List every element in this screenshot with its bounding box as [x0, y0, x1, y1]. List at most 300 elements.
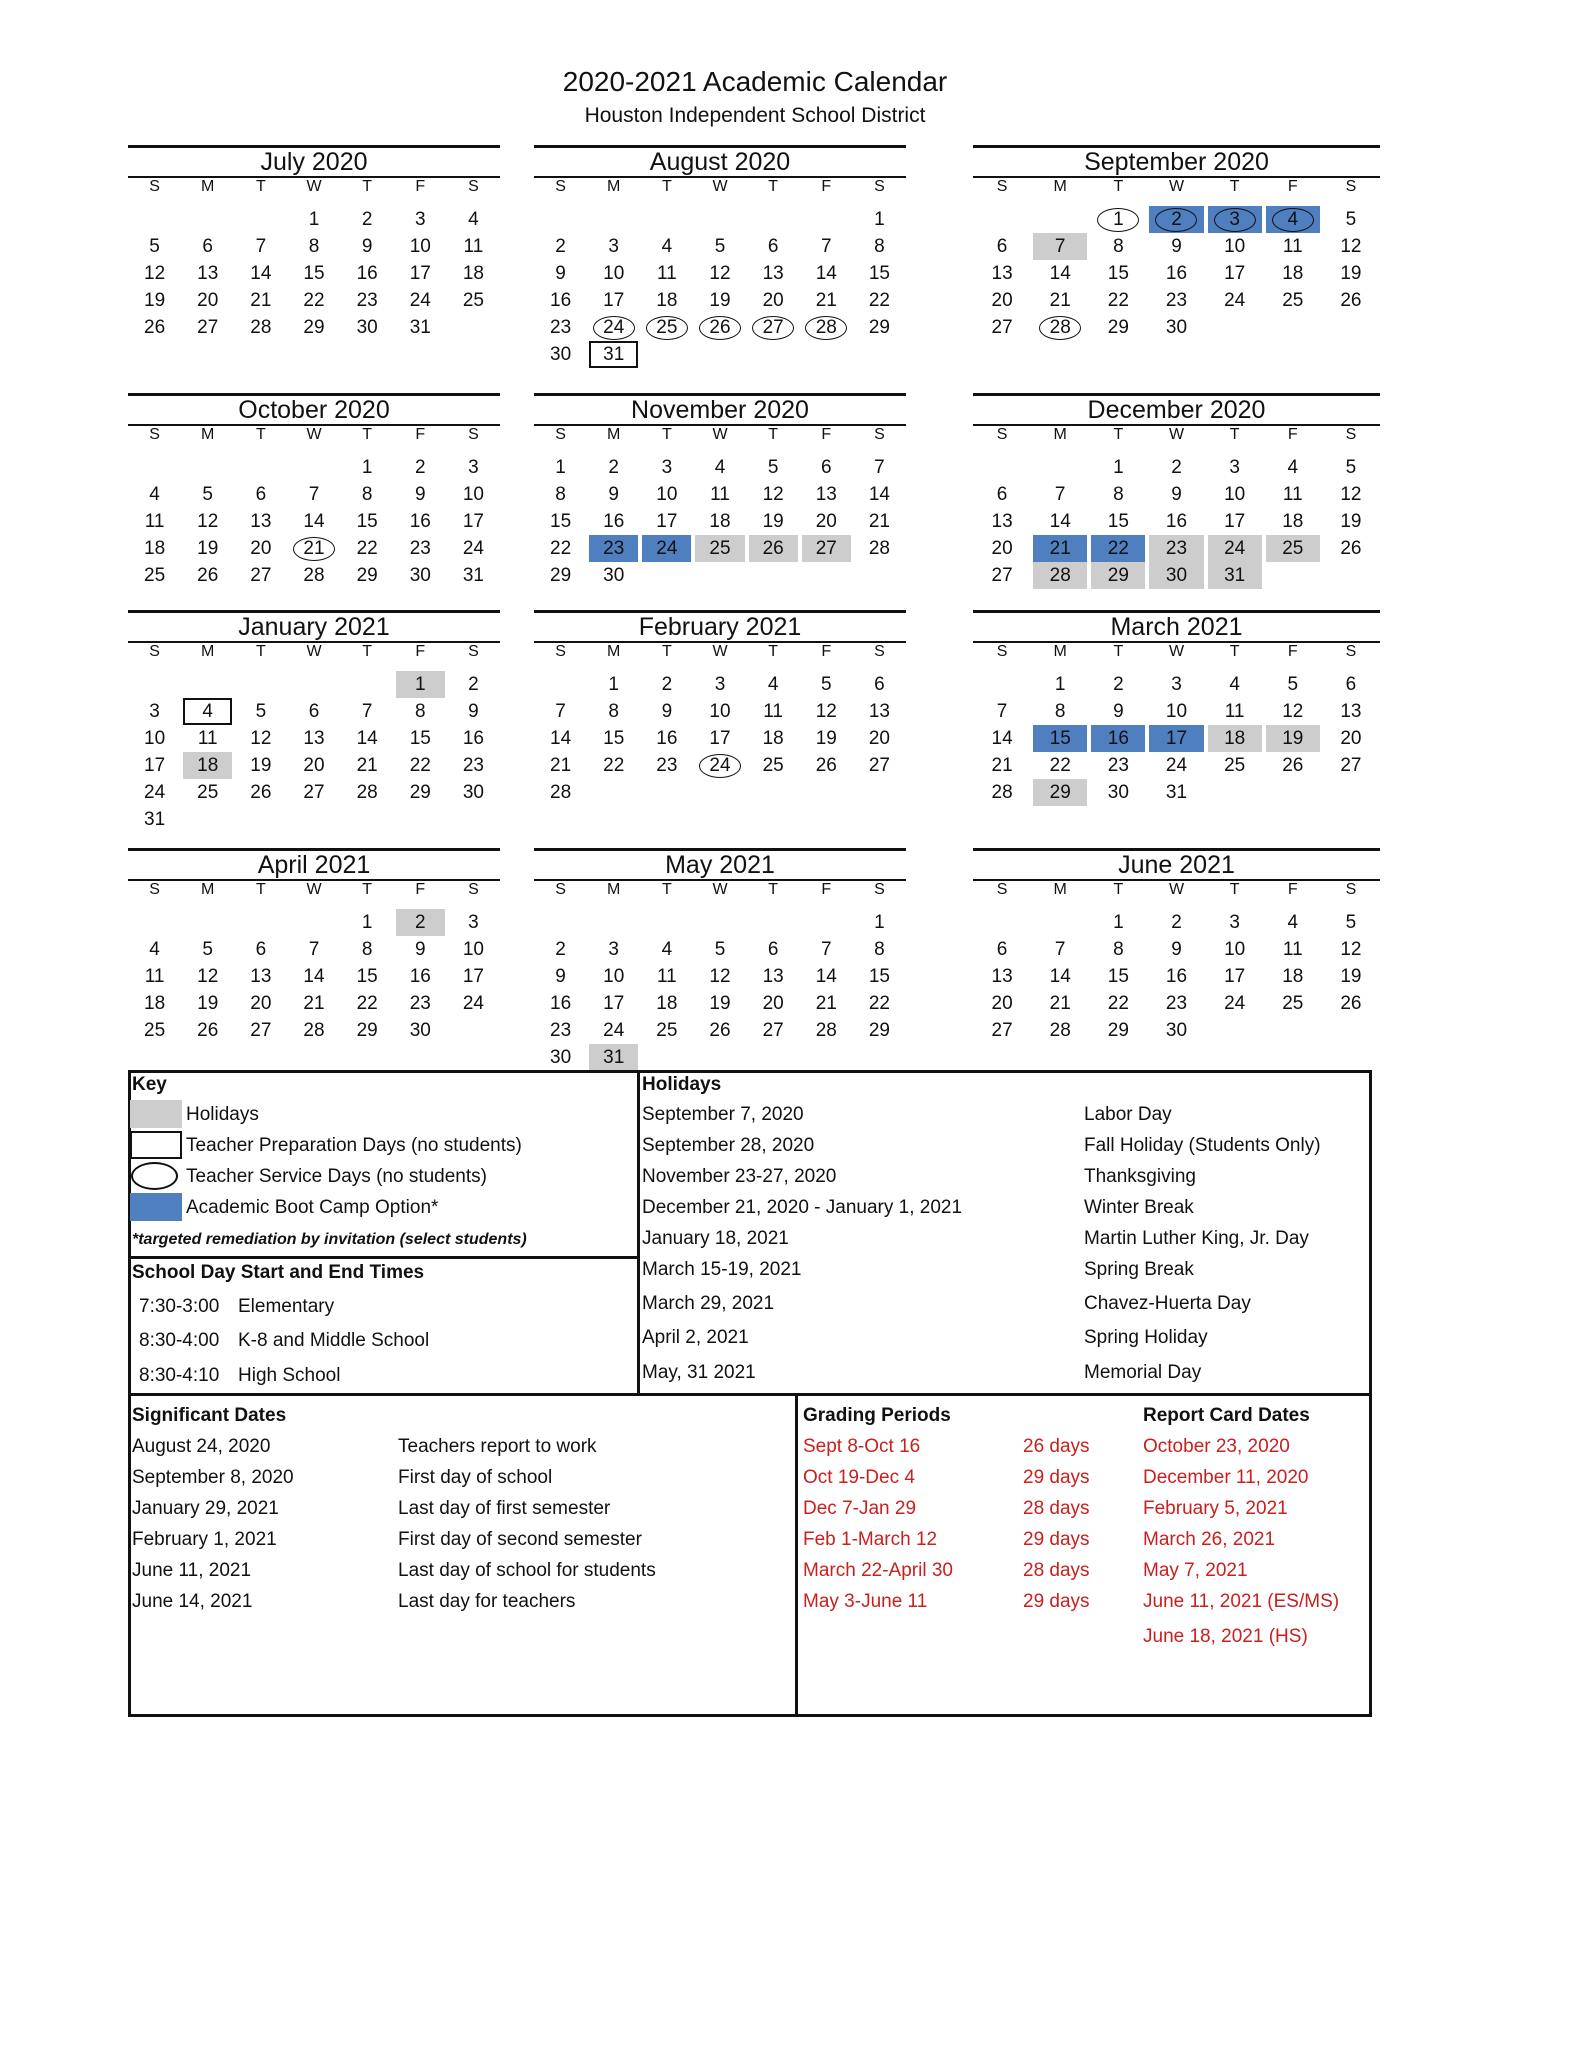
calendar-day: 23: [356, 290, 378, 311]
calendar-day: 25: [1282, 993, 1304, 1014]
grading-days: 28 days: [1023, 1498, 1090, 1519]
day-of-week-header: T: [1113, 643, 1124, 660]
empty-cell: [589, 909, 638, 936]
day-of-week-header: M: [201, 643, 215, 660]
calendar-day: 10: [1224, 236, 1246, 257]
day-of-week-header: T: [1113, 881, 1124, 898]
calendar-day: 8: [308, 236, 320, 257]
calendar-day: 18: [656, 993, 678, 1014]
calendar-day: 16: [603, 511, 625, 532]
calendar-day: 10: [603, 966, 625, 987]
calendar-day: 11: [1282, 236, 1303, 257]
significant-event: Teachers report to work: [398, 1436, 597, 1457]
holiday-date: March 29, 2021: [642, 1293, 775, 1314]
grading-days: 29 days: [1023, 1529, 1090, 1550]
empty-cell: [536, 909, 585, 936]
calendar-day: 22: [868, 993, 890, 1014]
empty-cell: [695, 909, 744, 936]
calendar-day: 19: [1266, 725, 1320, 752]
calendar-day: 8: [1113, 236, 1124, 257]
calendar-day: 2: [661, 674, 673, 695]
holiday-date: January 18, 2021: [642, 1228, 789, 1249]
empty-cell: [975, 909, 1029, 936]
holiday-name: Martin Luther King, Jr. Day: [1084, 1228, 1309, 1249]
day-of-week-header: S: [874, 426, 885, 443]
day-of-week-header: S: [149, 881, 160, 898]
calendar-day: 11: [144, 511, 165, 532]
calendar-day: 4: [1287, 912, 1299, 933]
key-prep: Teacher Preparation Days (no students): [186, 1135, 522, 1156]
calendar-day: 30: [409, 565, 431, 586]
empty-cell: [183, 909, 232, 936]
calendar-day: 31: [1165, 782, 1188, 803]
empty-cell: [589, 206, 638, 233]
calendar-day: 7: [308, 484, 320, 505]
calendar-day: 24: [589, 314, 638, 341]
calendar-day: 30: [550, 1047, 572, 1068]
calendar-day: 17: [409, 263, 431, 284]
calendar-day: 16: [1165, 966, 1188, 987]
calendar-day: 4: [1266, 206, 1320, 233]
calendar-day: 25: [642, 314, 691, 341]
calendar-day: 10: [603, 263, 625, 284]
calendar-day: 23: [656, 755, 678, 776]
empty-cell: [749, 909, 798, 936]
day-of-week-header: S: [996, 643, 1008, 660]
calendar-day: 11: [710, 484, 730, 505]
calendar-day: 1: [608, 674, 619, 695]
empty-cell: [802, 909, 851, 936]
calendar-day: 10: [1224, 939, 1246, 960]
calendar-day: 28: [356, 782, 378, 803]
grading-report: March 26, 2021: [1143, 1529, 1276, 1550]
grading-report: June 11, 2021 (ES/MS): [1143, 1591, 1340, 1612]
calendar-day: 18: [144, 538, 166, 559]
grading-period: Sept 8-Oct 16: [803, 1436, 921, 1457]
empty-cell: [975, 454, 1029, 481]
calendar-day: 2: [555, 939, 566, 960]
day-of-week-header: M: [607, 426, 621, 443]
calendar-day: 19: [144, 290, 166, 311]
calendar-day: 28: [303, 565, 325, 586]
calendar-day: 14: [868, 484, 890, 505]
calendar-day: 2: [361, 209, 373, 230]
calendar-day: 6: [820, 457, 832, 478]
day-of-week-header: W: [306, 426, 322, 443]
calendar-day: 10: [656, 484, 678, 505]
calendar-day: 23: [1149, 535, 1203, 562]
month-title: December 2020: [1087, 396, 1266, 424]
day-of-week-header: T: [362, 426, 373, 443]
calendar-day: 24: [144, 782, 166, 803]
month-calendar: [128, 610, 500, 833]
day-of-week-header: T: [661, 426, 672, 443]
calendar-day: 22: [356, 993, 378, 1014]
calendar-day: 4: [468, 209, 479, 230]
calendar-day: 9: [555, 263, 566, 284]
calendar-day: 23: [462, 755, 484, 776]
report-extra: June 18, 2021 (HS): [1143, 1626, 1308, 1647]
calendar-day: 8: [361, 939, 373, 960]
calendar-day: 8: [555, 484, 566, 505]
day-of-week-header: S: [468, 881, 479, 898]
calendar-day: 14: [303, 966, 325, 987]
calendar-day: 19: [197, 538, 219, 559]
grading-period: Oct 19-Dec 4: [803, 1467, 915, 1488]
calendar-day: 7: [555, 701, 566, 722]
month-calendar: [973, 848, 1380, 1044]
calendar-day: 26: [1340, 538, 1362, 559]
calendar-day: 6: [996, 484, 1008, 505]
calendar-day: 27: [1340, 755, 1362, 776]
calendar-day: 21: [356, 755, 378, 776]
calendar-day: 25: [144, 1020, 166, 1041]
time-middle: 8:30-4:00: [139, 1330, 220, 1351]
calendar-day: 13: [991, 263, 1013, 284]
calendar-day: 22: [1091, 535, 1145, 562]
calendar-day: 28: [1049, 1020, 1071, 1041]
day-of-week-header: S: [996, 178, 1008, 195]
calendar-day: 14: [991, 728, 1013, 749]
holiday-date: May, 31 2021: [642, 1362, 756, 1383]
calendar-day: 4: [661, 939, 673, 960]
day-of-week-header: W: [306, 643, 322, 660]
calendar-day: 10: [709, 701, 731, 722]
calendar-day: 9: [608, 484, 619, 505]
day-of-week-header: W: [712, 643, 728, 660]
calendar-day: 14: [815, 966, 837, 987]
empty-cell: [183, 454, 232, 481]
calendar-day: 3: [608, 236, 619, 257]
calendar-day: 11: [1282, 484, 1303, 505]
calendar-day: 18: [183, 752, 232, 779]
calendar-day: 29: [409, 782, 431, 803]
calendar-day: 15: [550, 511, 572, 532]
calendar-day: 26: [749, 535, 798, 562]
calendar-day: 9: [1171, 236, 1182, 257]
calendar-day: 15: [1107, 263, 1129, 284]
day-of-week-header: S: [468, 178, 479, 195]
calendar-day: 7: [1033, 233, 1087, 260]
empty-cell: [802, 206, 851, 233]
calendar-day: 6: [767, 939, 779, 960]
day-of-week-header: F: [821, 178, 832, 195]
calendar-day: 14: [1049, 511, 1071, 532]
day-of-week-header: M: [1053, 881, 1067, 898]
calendar-day: 8: [1113, 484, 1124, 505]
calendar-day: 5: [149, 236, 160, 257]
calendar-day: 19: [250, 755, 272, 776]
calendar-day: 13: [1340, 701, 1362, 722]
boot-swatch: [130, 1193, 182, 1221]
calendar-day: 19: [1340, 263, 1362, 284]
holiday-name: Memorial Day: [1084, 1362, 1202, 1383]
day-of-week-header: F: [1287, 178, 1298, 195]
calendar-day: 16: [656, 728, 678, 749]
calendar-day: 3: [1171, 674, 1182, 695]
calendar-day: 24: [1208, 535, 1262, 562]
significant-date: June 11, 2021: [132, 1560, 252, 1581]
day-of-week-header: W: [712, 426, 728, 443]
calendar-day: 4: [767, 674, 779, 695]
significant-event: First day of school: [398, 1467, 553, 1488]
day-of-week-header: M: [201, 881, 215, 898]
holiday-date: September 28, 2020: [642, 1135, 815, 1156]
calendar-day: 25: [1266, 535, 1320, 562]
calendar-day: 21: [815, 290, 837, 311]
month-title: May 2021: [665, 851, 775, 879]
calendar-day: 13: [303, 728, 325, 749]
calendar-day: 16: [462, 728, 484, 749]
calendar-day: 29: [868, 317, 890, 338]
grading-days: 29 days: [1023, 1591, 1090, 1612]
calendar-day: 11: [197, 728, 218, 749]
month-calendar: [534, 610, 906, 806]
calendar-day: 9: [1171, 484, 1182, 505]
calendar-day: 2: [396, 909, 445, 936]
calendar-day: 28: [868, 538, 890, 559]
calendar-day: 23: [409, 538, 431, 559]
calendar-day: 1: [1054, 674, 1066, 695]
calendar-day: 29: [868, 1020, 890, 1041]
calendar-day: 30: [1149, 562, 1203, 589]
calendar-day: 8: [1054, 701, 1066, 722]
calendar-day: 13: [197, 263, 219, 284]
calendar-day: 27: [762, 1020, 784, 1041]
calendar-day: 16: [409, 966, 431, 987]
page-title: 2020-2021 Academic Calendar: [562, 66, 948, 97]
calendar-day: 6: [996, 236, 1008, 257]
calendar-day: 3: [608, 939, 619, 960]
calendar-day: 26: [695, 314, 744, 341]
calendar-day: 29: [1091, 562, 1145, 589]
empty-cell: [695, 206, 744, 233]
calendar-day: 14: [1049, 966, 1071, 987]
day-of-week-header: W: [306, 881, 322, 898]
calendar-day: 14: [250, 263, 272, 284]
calendar-day: 18: [1282, 263, 1304, 284]
significant-date: September 8, 2020: [132, 1467, 294, 1488]
calendar-day: 18: [709, 511, 731, 532]
month-calendar: [534, 848, 906, 1071]
calendar-day: 10: [409, 236, 431, 257]
calendar-day: 20: [762, 993, 784, 1014]
holiday-date: April 2, 2021: [642, 1327, 749, 1348]
calendar-day: 3: [468, 457, 479, 478]
month-calendar: [128, 393, 500, 589]
calendar-day: 18: [656, 290, 678, 311]
calendar-day: 13: [250, 966, 272, 987]
calendar-day: 30: [462, 782, 484, 803]
calendar-day: 20: [868, 728, 890, 749]
calendar-day: 20: [991, 290, 1013, 311]
calendar-day: 19: [197, 993, 219, 1014]
calendar-day: 16: [409, 511, 431, 532]
calendar-day: 2: [555, 236, 566, 257]
calendar-day: 5: [1345, 912, 1357, 933]
calendar-day: 6: [996, 939, 1008, 960]
calendar-day: 19: [815, 728, 837, 749]
grading-period: March 22-April 30: [803, 1560, 953, 1581]
calendar-day: 3: [661, 457, 673, 478]
month-calendar: [973, 145, 1380, 341]
day-of-week-header: M: [1053, 643, 1067, 660]
label-elementary: Elementary: [238, 1296, 335, 1317]
calendar-day: 17: [1224, 511, 1246, 532]
calendar-day: 18: [1282, 966, 1304, 987]
calendar-day: 13: [991, 511, 1013, 532]
day-of-week-header: W: [1168, 426, 1185, 443]
day-of-week-header: S: [555, 426, 566, 443]
calendar-day: 5: [202, 484, 213, 505]
significant-event: Last day of school for students: [398, 1560, 656, 1581]
calendar-day: 12: [709, 263, 731, 284]
calendar-day: 24: [409, 290, 431, 311]
calendar-day: 23: [1165, 993, 1188, 1014]
empty-cell: [1033, 909, 1087, 936]
calendar-day: 20: [250, 993, 272, 1014]
grading-days: 26 days: [1023, 1436, 1090, 1457]
calendar-day: 14: [550, 728, 572, 749]
calendar-day: 26: [1340, 993, 1362, 1014]
calendar-day: 18: [762, 728, 784, 749]
empty-cell: [236, 206, 285, 233]
calendar-day: 29: [1033, 779, 1087, 806]
calendar-day: 26: [1282, 755, 1304, 776]
calendar-day: 6: [874, 674, 885, 695]
calendar-day: 7: [255, 236, 267, 257]
calendar-day: 26: [1340, 290, 1362, 311]
day-of-week-header: F: [821, 643, 832, 660]
significant-event: Last day of first semester: [398, 1498, 611, 1519]
grading-report: October 23, 2020: [1143, 1436, 1290, 1457]
day-of-week-header: T: [362, 643, 373, 660]
calendar-day: 3: [1208, 206, 1262, 233]
calendar-day: 31: [589, 1044, 638, 1071]
calendar-day: 9: [661, 701, 673, 722]
calendar-day: 5: [820, 674, 832, 695]
calendar-day: 4: [183, 698, 232, 725]
day-of-week-header: S: [874, 178, 885, 195]
day-of-week-header: T: [1113, 178, 1124, 195]
day-of-week-header: T: [661, 881, 672, 898]
calendar-day: 18: [1282, 511, 1304, 532]
calendar-day: 17: [709, 728, 731, 749]
calendar-day: 15: [868, 966, 890, 987]
calendar-day: 20: [762, 290, 784, 311]
calendar-day: 12: [197, 966, 219, 987]
empty-cell: [183, 671, 232, 698]
calendar-day: 28: [815, 1020, 837, 1041]
calendar-day: 26: [144, 317, 166, 338]
day-of-week-header: T: [1113, 426, 1124, 443]
calendar-day: 17: [462, 511, 484, 532]
day-of-week-header: T: [768, 178, 779, 195]
calendar-day: 25: [762, 755, 784, 776]
calendar-day: 27: [991, 317, 1013, 338]
empty-cell: [642, 206, 691, 233]
holiday-swatch: [130, 1100, 182, 1128]
calendar-day: 12: [1340, 484, 1362, 505]
day-of-week-header: S: [1345, 881, 1357, 898]
calendar-day: 1: [874, 209, 885, 230]
day-of-week-header: F: [415, 426, 426, 443]
report-heading: Report Card Dates: [1143, 1405, 1310, 1426]
empty-cell: [130, 454, 179, 481]
calendar-day: 19: [762, 511, 784, 532]
calendar-day: 9: [555, 966, 566, 987]
time-elementary: 7:30-3:00: [139, 1296, 220, 1317]
calendar-day: 12: [762, 484, 784, 505]
calendar-day: 29: [1107, 317, 1129, 338]
day-of-week-header: T: [255, 643, 266, 660]
calendar-day: 27: [991, 1020, 1013, 1041]
calendar-day: 31: [144, 809, 166, 830]
calendar-day: 22: [303, 290, 325, 311]
month-calendar: [973, 610, 1380, 806]
calendar-day: 20: [197, 290, 219, 311]
calendar-day: 14: [815, 263, 837, 284]
calendar-day: 5: [767, 457, 779, 478]
calendar-day: 19: [709, 993, 731, 1014]
grading-period: Feb 1-March 12: [803, 1529, 938, 1550]
holiday-name: Chavez-Huerta Day: [1084, 1293, 1251, 1314]
holiday-name: Fall Holiday (Students Only): [1084, 1135, 1321, 1156]
month-calendar: [534, 145, 906, 368]
calendar-day: 21: [303, 993, 325, 1014]
calendar-day: 21: [1033, 535, 1087, 562]
day-of-week-header: S: [149, 426, 160, 443]
calendar-day: 22: [603, 755, 625, 776]
day-of-week-header: M: [607, 643, 621, 660]
calendar-day: 26: [815, 755, 837, 776]
calendar-day: 2: [1171, 457, 1182, 478]
day-of-week-header: T: [362, 881, 373, 898]
calendar-day: 12: [1340, 939, 1362, 960]
calendar-day: 17: [603, 993, 625, 1014]
calendar-day: 30: [550, 344, 572, 365]
calendar-day: 7: [1054, 939, 1066, 960]
significant-heading: Significant Dates: [132, 1405, 287, 1426]
day-of-week-header: T: [255, 426, 266, 443]
calendar-day: 13: [868, 701, 890, 722]
calendar-day: 5: [1287, 674, 1299, 695]
day-of-week-header: S: [1345, 178, 1357, 195]
calendar-day: 4: [714, 457, 726, 478]
calendar-day: 27: [250, 565, 272, 586]
calendar-day: 11: [144, 966, 165, 987]
calendar-day: 7: [996, 701, 1008, 722]
calendar-day: 9: [1171, 939, 1182, 960]
calendar-day: 4: [149, 484, 160, 505]
day-of-week-header: T: [1229, 178, 1240, 195]
calendar-day: 1: [361, 912, 373, 933]
label-middle: K-8 and Middle School: [238, 1330, 430, 1351]
calendar-day: 21: [815, 993, 837, 1014]
calendar-day: 2: [468, 674, 479, 695]
calendar-day: 7: [308, 939, 320, 960]
calendar-day: 1: [874, 912, 885, 933]
calendar-day: 21: [289, 535, 338, 562]
significant-event: Last day for teachers: [398, 1591, 576, 1612]
calendar-day: 13: [762, 966, 784, 987]
calendar-day: 2: [608, 457, 619, 478]
empty-cell: [130, 206, 179, 233]
calendar-day: 22: [1049, 755, 1071, 776]
calendar-day: 16: [356, 263, 378, 284]
calendar-day: 12: [1340, 236, 1362, 257]
empty-cell: [642, 909, 691, 936]
